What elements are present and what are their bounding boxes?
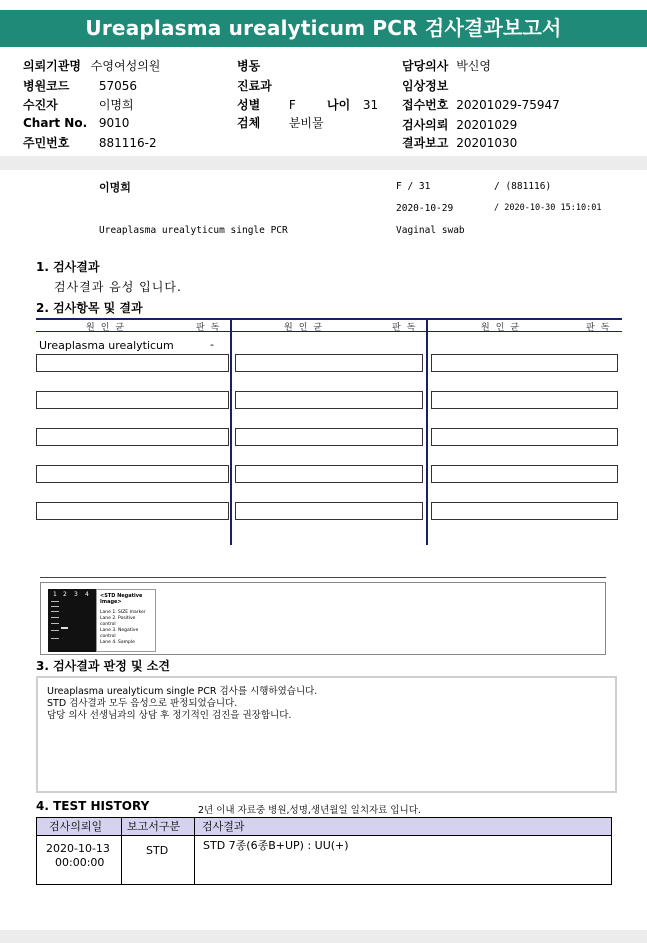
grid-divider-1: [230, 318, 232, 545]
gel-legend-line: Lane 4. Sample: [100, 640, 135, 645]
clinical-info: [402, 77, 448, 94]
section-3-heading: 3. 검사결과 판정 및 소견: [36, 659, 170, 673]
opinion-line: Ureaplasma urealyticum single PCR 검사를 시행하였습니다.: [47, 686, 318, 697]
patient-label: 수진자: [23, 98, 58, 112]
result-box: [36, 502, 229, 520]
doctor-info: [402, 57, 491, 74]
id-label: 주민번호: [23, 136, 70, 150]
history-col-divider: [121, 818, 122, 884]
history-row-type: STD: [146, 844, 169, 857]
history-row-time: 00:00:00: [55, 856, 105, 869]
grid-divider-2: [426, 318, 428, 545]
result-box: [36, 465, 229, 483]
history-table-header: [37, 818, 611, 836]
gel-lane-3: 3: [74, 591, 78, 598]
history-col-date: 검사의뢰일: [49, 820, 103, 833]
history-col-result: 검사결과: [202, 820, 245, 833]
result-row-pathogen: Ureaplasma urealyticum: [39, 339, 174, 352]
report-date-value: 20201030: [456, 136, 518, 150]
patient-value: 이명희: [98, 98, 134, 112]
receipt-value: 20201029-75947: [456, 98, 560, 112]
sheet-specimen: Vaginal swab: [396, 225, 465, 236]
specimen-value: 분비물: [288, 116, 324, 130]
sheet-test-name: Ureaplasma urealyticum single PCR: [99, 225, 288, 236]
gel-image-frame: [40, 582, 606, 655]
age-value: 31: [362, 98, 379, 112]
result-row-judgement: -: [210, 338, 214, 351]
patient-info: [23, 96, 134, 113]
request-label: 검사의뢰: [402, 118, 449, 132]
chart-label: Chart No.: [23, 116, 88, 130]
report-date-label: 결과보고: [402, 136, 449, 150]
gel-lane-1: 1: [53, 591, 57, 598]
dept-label: 진료과: [237, 79, 272, 93]
history-col-divider: [194, 818, 195, 884]
section-4-heading: 4. TEST HISTORY: [36, 799, 150, 813]
history-row-date: 2020-10-13: [46, 842, 110, 855]
section-1-heading: 1. 검사결과: [36, 260, 100, 274]
doctor-label: 담당의사: [402, 59, 449, 73]
sex-info: [237, 96, 296, 113]
age-info: [327, 96, 378, 113]
divider-line: [40, 577, 606, 578]
col-judgement-3: 판독: [586, 323, 616, 333]
opinion-line: STD 검사결과 모두 음성으로 판정되었습니다.: [47, 698, 238, 709]
history-note: 2년 이내 자료중 병원,성명,생년월일 일치자료 입니다.: [198, 805, 421, 816]
results-grid-header: [36, 318, 622, 332]
result-box: [36, 391, 229, 409]
receipt-info: [402, 96, 560, 113]
institution-value: 수영여성의원: [90, 59, 161, 73]
result-box: [235, 428, 423, 446]
result-box: [431, 502, 618, 520]
gel-legend-line: Lane 3. Negative control: [100, 628, 139, 639]
request-value: 20201029: [456, 118, 518, 132]
gel-legend-title: <STD Negative Image>: [100, 593, 143, 605]
opinion-line: 담당 의사 선생님과의 상담 후 정기적인 검진을 권장합니다.: [47, 710, 292, 721]
report-date-info: [402, 134, 517, 151]
gel-legend-line: Lane 2. Positive control: [100, 616, 136, 627]
col-judgement-1: 판독: [196, 323, 226, 333]
history-table: [36, 817, 612, 885]
id-info: [23, 134, 157, 151]
sex-label: 성별: [237, 98, 261, 112]
hospital-code-label: 병원코드: [23, 79, 70, 93]
result-box: [235, 354, 423, 372]
col-pathogen-1: 원인균: [86, 323, 131, 333]
sheet-date-received: 2020-10-29: [396, 203, 454, 214]
bottom-band: [0, 930, 647, 943]
hospital-code-info: [23, 77, 137, 94]
result-box: [36, 428, 229, 446]
opinion-box: [36, 676, 617, 793]
ward-info: [237, 57, 260, 74]
chart-value: 9010: [98, 116, 130, 130]
sheet-birth: / (881116): [494, 181, 552, 192]
result-box: [431, 428, 618, 446]
gel-lane-2: 2: [63, 591, 67, 598]
specimen-info: [237, 114, 324, 131]
result-box: [235, 391, 423, 409]
sex-value: F: [288, 98, 296, 112]
gel-legend-line: Lane 1. SIZE marker: [100, 610, 146, 615]
col-pathogen-2: 원인균: [284, 323, 329, 333]
sheet-sex-age: F / 31: [396, 181, 431, 192]
gel-lane-4: 4: [85, 591, 89, 598]
col-judgement-2: 판독: [392, 323, 422, 333]
col-pathogen-3: 원인균: [481, 323, 526, 333]
age-label: 나이: [327, 98, 351, 112]
result-box: [431, 465, 618, 483]
receipt-label: 접수번호: [402, 98, 449, 112]
report-title: Ureaplasma urealyticum PCR 검사결과보고서: [0, 10, 647, 47]
chart-info: [23, 116, 129, 130]
gel-legend: [96, 589, 156, 652]
result-box: [235, 502, 423, 520]
gel-electrophoresis-image: [48, 589, 96, 652]
result-box: [431, 391, 618, 409]
hospital-code-value: 57056: [98, 79, 138, 93]
result-box: [235, 465, 423, 483]
ward-label: 병동: [237, 59, 261, 73]
sheet-patient-name: 이명희: [99, 181, 131, 194]
history-col-type: 보고서구분: [127, 820, 181, 833]
specimen-label: 검체: [237, 116, 261, 130]
history-row-result: STD 7종(6종B+UP) : UU(+): [203, 839, 349, 852]
sheet-date-reported: / 2020-10-30 15:10:01: [494, 203, 602, 213]
institution-info: [23, 57, 160, 74]
section-2-heading: 2. 검사항목 및 결과: [36, 301, 143, 315]
section-1-result: 검사결과 음성 입니다.: [54, 280, 182, 294]
separator-band: [0, 156, 647, 170]
request-info: [402, 116, 517, 133]
dept-info: [237, 77, 272, 94]
institution-label: 의뢰기관명: [23, 59, 81, 73]
result-box: [36, 354, 229, 372]
doctor-value: 박신영: [456, 59, 491, 73]
result-box: [431, 354, 618, 372]
id-value: 881116-2: [98, 136, 157, 150]
clinical-label: 임상정보: [402, 79, 449, 93]
